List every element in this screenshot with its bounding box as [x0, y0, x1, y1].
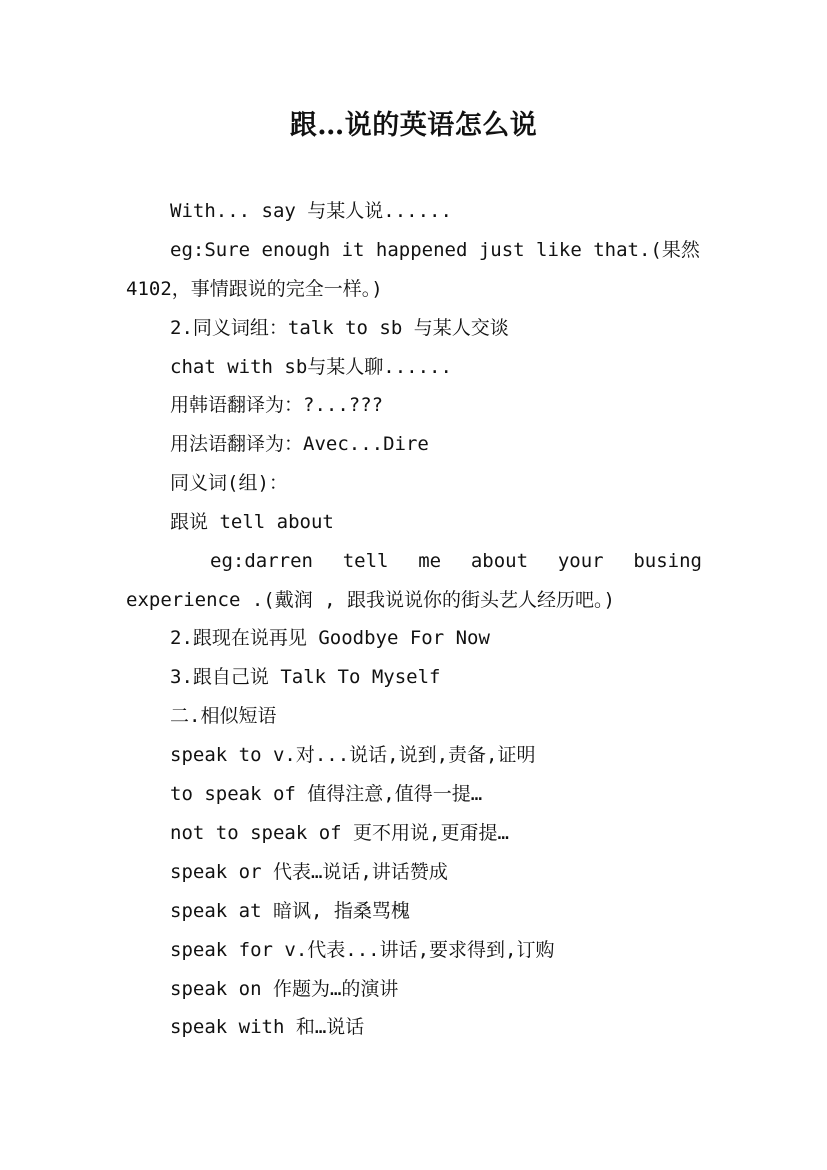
- text-line: chat with sb与某人聊......: [170, 356, 452, 378]
- word: busing: [633, 550, 702, 572]
- text-line: 用韩语翻译为：?...???: [170, 394, 384, 416]
- word: eg:darren: [210, 550, 313, 572]
- text-line: 3.跟自己说 Talk To Myself: [170, 666, 441, 688]
- text-line: 跟说 tell about: [170, 511, 334, 533]
- text-line: 2.跟现在说再见 Goodbye For Now: [170, 627, 490, 649]
- text-line: 用法语翻译为：Avec...Dire: [170, 433, 429, 455]
- justified-line: [210, 549, 702, 573]
- text-line: to speak of 值得注意,值得一提…: [170, 783, 483, 805]
- word: tell: [342, 550, 389, 572]
- document-title: 跟…说的英语怎么说: [289, 110, 538, 141]
- text-line: 2.同义词组：talk to sb 与某人交谈: [170, 317, 509, 339]
- word: your: [557, 550, 604, 572]
- text-line: speak on 作题为…的演讲: [170, 978, 399, 1000]
- text-line: speak for v.代表...讲话,要求得到,订购: [170, 939, 555, 961]
- text-line: 同义词(组)：: [170, 472, 288, 494]
- section-heading: 二.相似短语: [170, 705, 277, 727]
- text-line: speak or 代表…说话,讲话赞成: [170, 861, 448, 883]
- text-line: 4102，事情跟说的完全一样。): [126, 278, 383, 300]
- text-line: not to speak of 更不用说,更甭提…: [170, 822, 509, 844]
- text-line: speak with 和…说话: [170, 1016, 365, 1038]
- text-line: speak at 暗讽, 指桑骂槐: [170, 900, 410, 922]
- text-line: eg:Sure enough it happened just like that.(果然: [170, 239, 700, 261]
- word: about: [470, 550, 529, 572]
- text-line: With... say 与某人说......: [170, 200, 452, 222]
- word: me: [418, 550, 442, 572]
- text-line: experience .(戴润 , 跟我说说你的街头艺人经历吧。): [126, 589, 615, 611]
- text-line: speak to v.对...说话,说到,责备,证明: [170, 744, 536, 766]
